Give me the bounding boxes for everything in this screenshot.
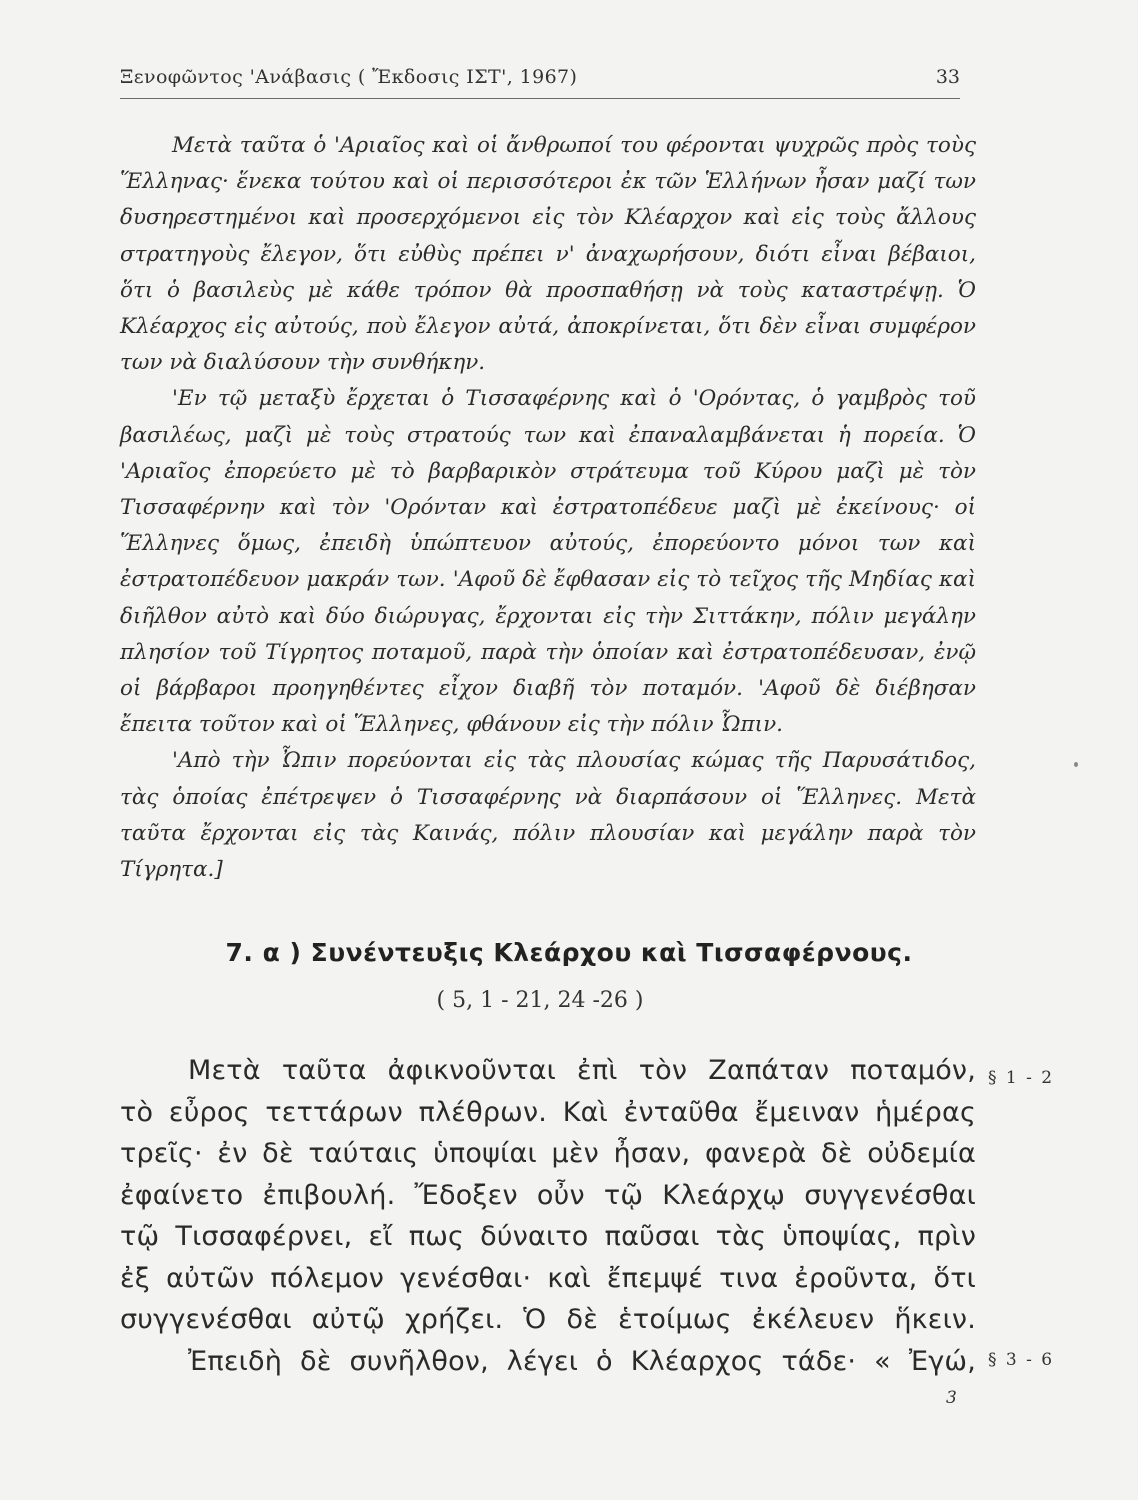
running-header [120, 62, 960, 99]
text-line: ἐξ αὐτῶν πόλεμον γενέσθαι· καὶ ἔπεμψέ τινα ἐροῦντα, ὅτι [120, 1262, 976, 1294]
section-heading: 7. α ) Συνέντευξις Κλεάρχου καὶ Τισσαφέρνους. [225, 938, 913, 967]
margin-note: § 1 - 2 [988, 1068, 1055, 1088]
italic-paragraph: Μετὰ ταῦτα ὁ 'Αριαῖος καὶ οἱ ἄνθρωποί του φέρονται ψυχρῶς πρὸς τοὺς Ἕλληνας· ἕνεκα τούτου καὶ οἱ περισσότεροι ἐκ τῶν Ἑλλήνων ἦσαν μαζί των δυσηρεστημένοι καὶ προσερχόμενοι εἰς τὸν Κλέαρχον καὶ εἰς τοὺς ἄλλους στρατηγοὺς ἔλεγον, ὅτι εὐθὺς πρέπει ν' ἀναχωρήσουν, διότι εἶναι βέβαιοι, ὅτι ὁ βασιλεὺς μὲ κάθε τρόπον θὰ προσπαθήσῃ νὰ τοὺς καταστρέψῃ. Ὁ Κλέαρχος εἰς αὐτούς, ποὺ ἔλεγον αὐτά, ἀποκρίνεται, ὅτι δὲν εἶναι συμφέρον των νὰ διαλύσουν τὴν συνθήκην. [120, 133, 976, 376]
text-line: ἐφαίνετο ἐπιβουλή. Ἔδοξεν οὖν τῷ Κλεάρχῳ συγγενέσθαι [120, 1179, 976, 1211]
italic-paragraph: 'Απὸ τὴν Ὦπιν πορεύονται εἰς τὰς πλουσίας κώμας τῆς Παρυσάτιδος, τὰς ὁποίας ἐπέτρεψεν ὁ Τισσαφέρνης νὰ διαρπάσουν οἱ Ἕλληνες. Μετὰ ταῦτα ἔρχονται εἰς τὰς Καινάς, πόλιν πλουσίαν καὶ μεγάλην παρὰ τὸν Τίγρητα.] [120, 748, 976, 883]
greek-text [120, 1050, 976, 1382]
margin-note: § 3 - 6 [988, 1350, 1055, 1370]
text-line: συγγενέσθαι αὐτῷ χρήζει. Ὁ δὲ ἑτοίμως ἐκέλευεν ἥκειν. [120, 1304, 976, 1335]
italic-paragraph: 'Εν τῷ μεταξὺ ἔρχεται ὁ Τισσαφέρνης καὶ ὁ 'Ορόντας, ὁ γαμβρὸς τοῦ βασιλέως, μαζὶ μὲ τοὺς στρατούς των καὶ ἐπαναλαμβάνεται ἡ πορεία. Ὁ 'Αριαῖος ἐπορεύετο μὲ τὸ βαρβαρικὸν στράτευμα τοῦ Κύρου μαζὶ μὲ τὸν Τισσαφέρνην καὶ τὸν 'Ορόνταν καὶ ἐστρατοπέδευε μαζὶ μὲ ἐκείνους· οἱ Ἕλληνες ὅμως, ἐπειδὴ ὑπώπτευον αὐτούς, ἐπορεύοντο μόνοι των καὶ ἐστρατοπέδευον μακράν των. 'Αφοῦ δὲ ἔφθασαν εἰς τὸ τεῖχος τῆς Μηδίας καὶ διῆλθον αὐτὸ καὶ δύο διώρυγας, ἔρχονται εἰς τὴν Σιττάκην, πόλιν μεγάλην πλησίον τοῦ Τίγρητος ποταμοῦ, παρὰ τὴν ὁποίαν καὶ ἐστρατοπέδευσαν, ἐνῷ οἱ βάρβαροι προηγηθέντες εἶχον διαβῆ τὸν ποταμόν. 'Αφοῦ δὲ διέβησαν ἔπειτα τοῦτον καὶ οἱ Ἕλληνες, φθάνουν εἰς τὴν πόλιν Ὦπιν. [120, 386, 976, 738]
text-line: τρεῖς· ἐν δὲ ταύταις ὑποψίαι μὲν ἦσαν, φανερὰ δὲ οὐδεμία [120, 1138, 976, 1169]
paper-speck [1074, 762, 1078, 767]
text-line: Μετὰ ταῦτα ἀφικνοῦνται ἐπὶ τὸν Ζαπάταν ποταμόν, [188, 1055, 976, 1086]
text-line: τῷ Τισσαφέρνει, εἴ πως δύναιτο παῦσαι τὰς ὑποψίας, πρὶν [120, 1221, 976, 1252]
header-title: Ξενοφῶντος 'Ανάβασις ( Ἔκδοσις ΙΣΤ', 1967) [120, 66, 578, 88]
page-number: 33 [935, 66, 960, 88]
section-reference: ( 5, 1 - 21, 24 -26 ) [436, 988, 644, 1013]
text-line: Ἐπειδὴ δὲ συνῆλθον, λέγει ὁ Κλέαρχος τάδε· « Ἐγώ, [188, 1345, 976, 1377]
text-line: τὸ εὖρος τεττάρων πλέθρων. Καὶ ἐνταῦθα ἔμειναν ἡμέρας [120, 1096, 976, 1128]
signature-mark: 3 [946, 1388, 957, 1408]
italic-summary [120, 128, 976, 888]
